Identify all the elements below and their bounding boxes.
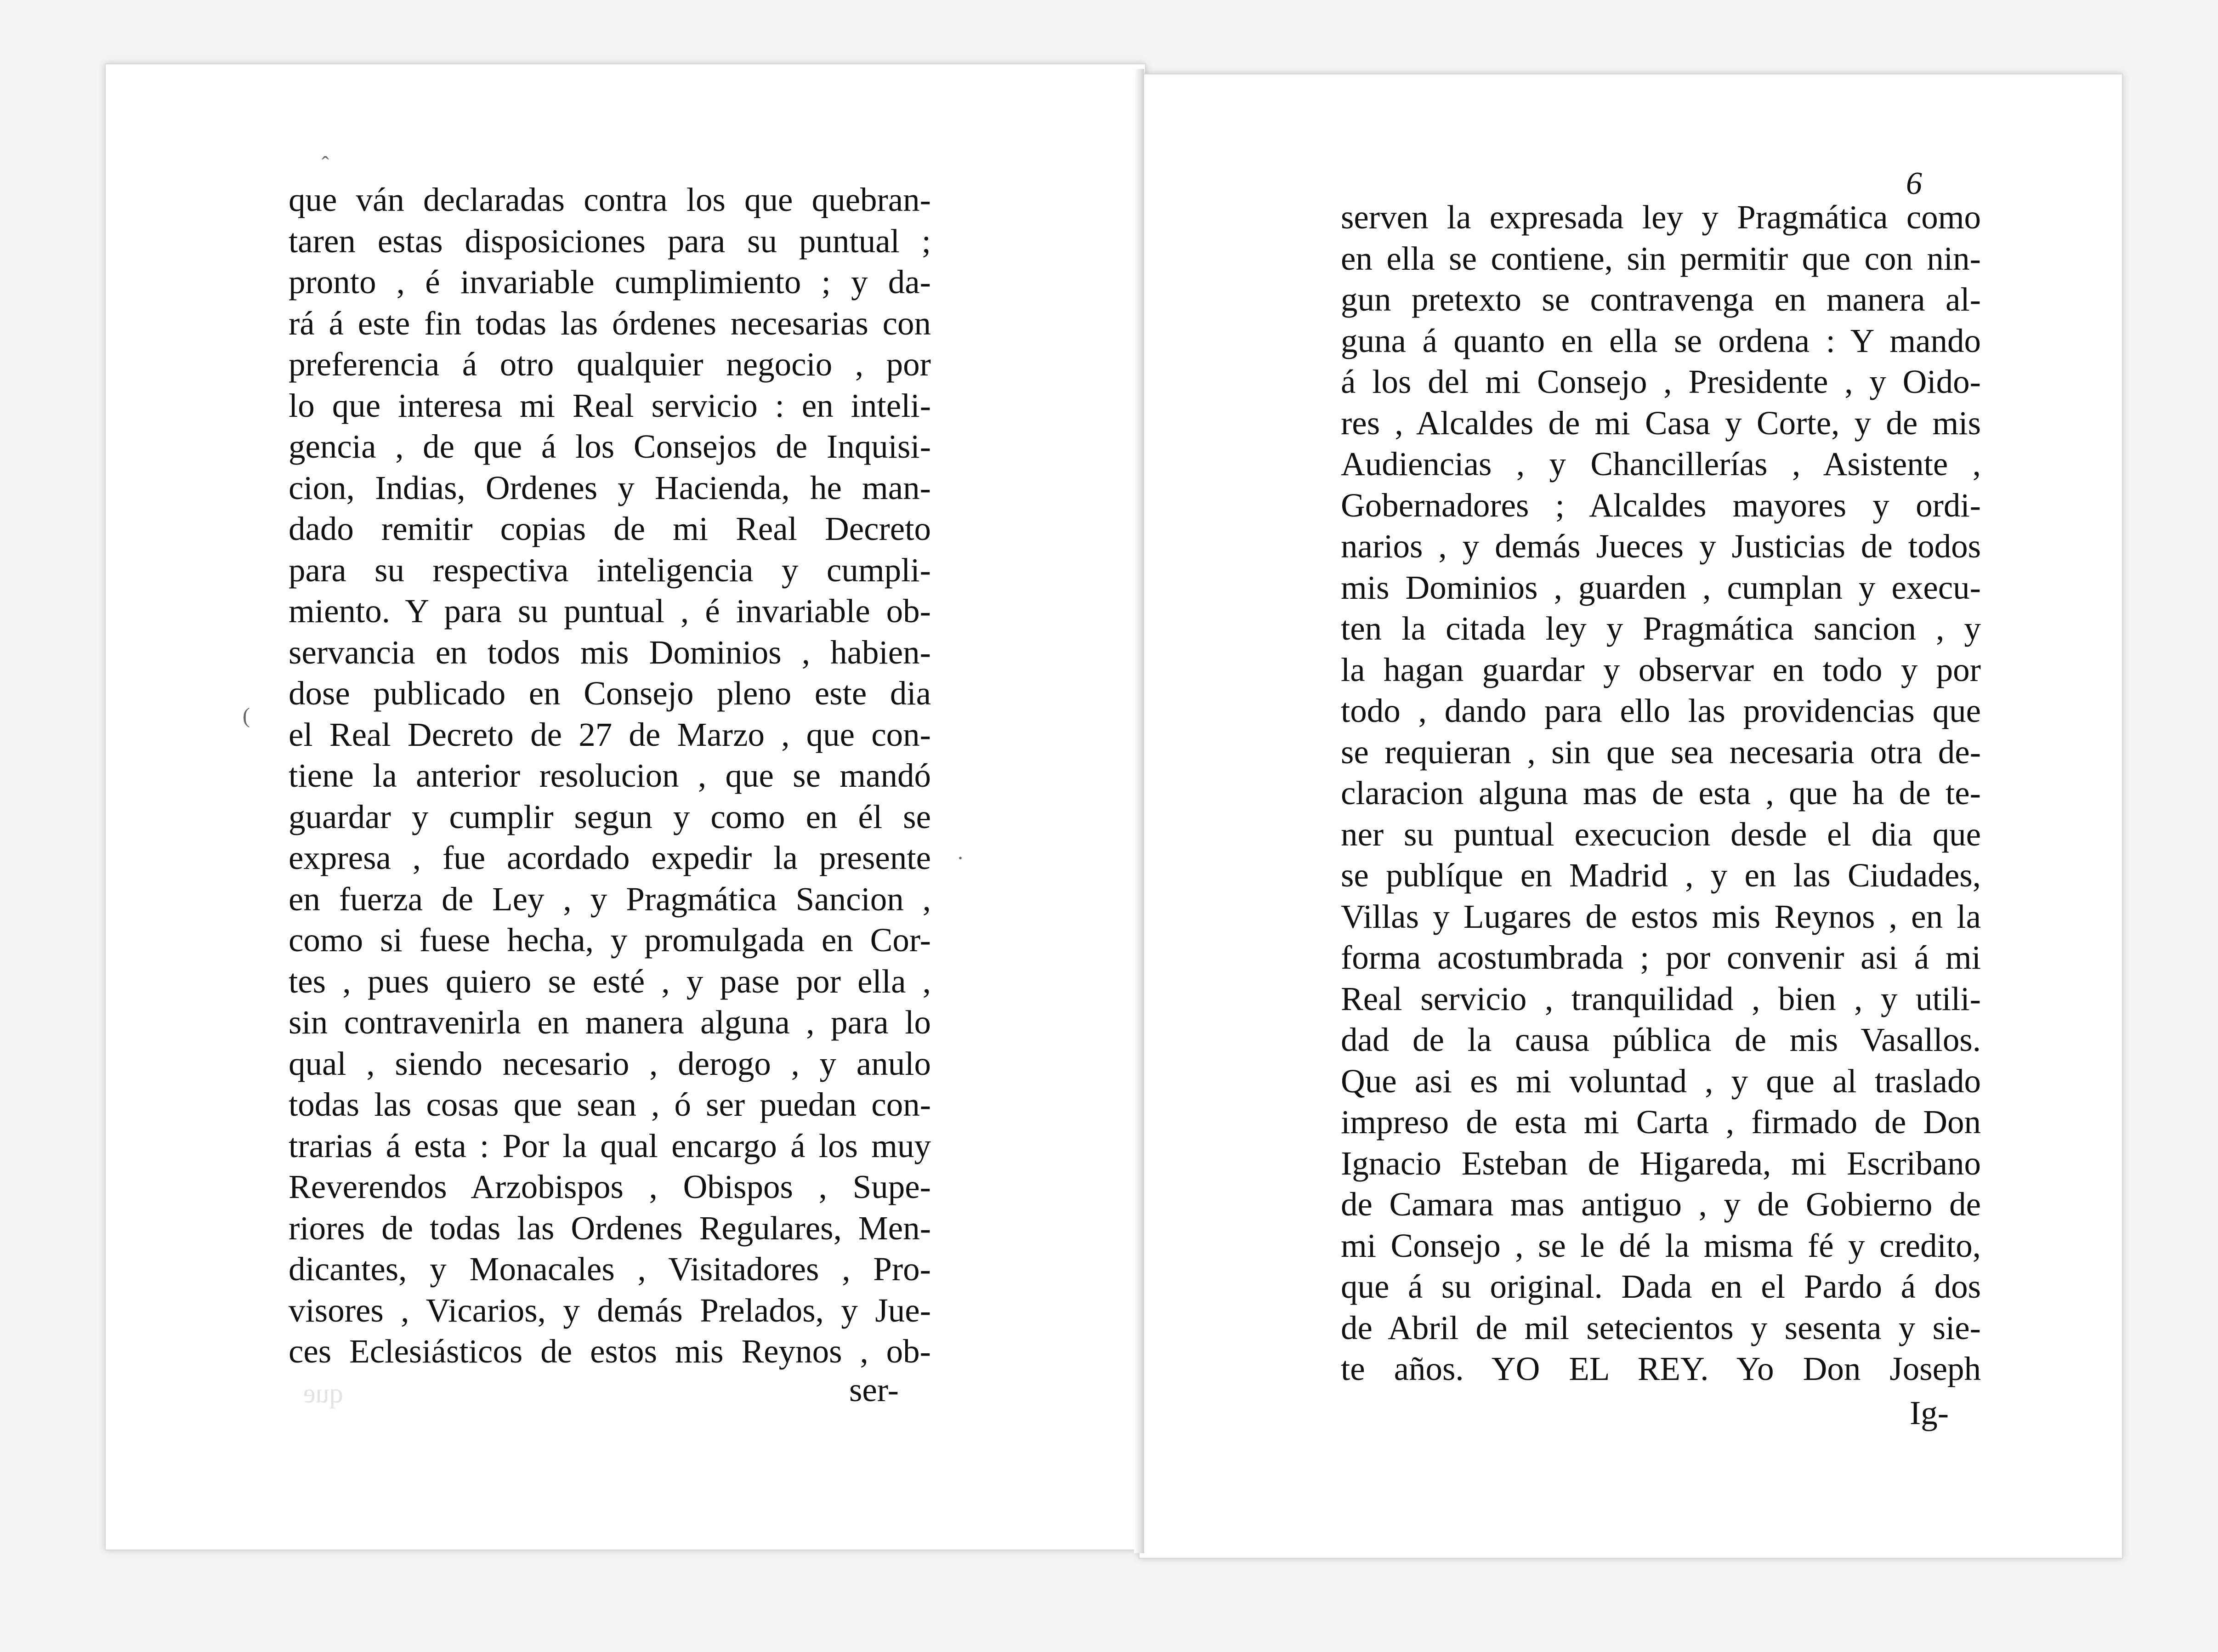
- text-line: dado remitir copias de mi Real Decreto: [289, 510, 931, 547]
- text-line: sin contravenirla en manera alguna , para lo: [289, 1004, 931, 1041]
- text-line: mis Dominios , guarden , cumplan y execu-: [1341, 568, 1981, 606]
- text-line: res , Alcaldes de mi Casa y Corte, y de mis: [1341, 404, 1981, 442]
- text-line: expresa , fue acordado expedir la presente: [289, 839, 931, 876]
- text-line: que ván declaradas contra los que quebran-: [289, 181, 931, 218]
- text-line: se requieran , sin que sea necesaria otra de-: [1341, 733, 1981, 771]
- text-line: riores de todas las Ordenes Regulares, Men-: [289, 1209, 931, 1247]
- text-line: que á su original. Dada en el Pardo á dos: [1341, 1268, 1981, 1305]
- text-line: Reverendos Arzobispos , Obispos , Supe-: [289, 1168, 931, 1205]
- left-page-text: [289, 179, 931, 1372]
- text-line: en ella se contiene, sin permitir que con nin-: [1341, 239, 1981, 277]
- page-number: 6: [1906, 166, 1922, 201]
- text-line: dose publicado en Consejo pleno este dia: [289, 675, 931, 712]
- bleed-through-text: que: [303, 1378, 343, 1408]
- text-line: lo que interesa mi Real servicio : en inteli-: [289, 386, 931, 424]
- text-line: cion, Indias, Ordenes y Hacienda, he man-: [289, 469, 931, 506]
- text-line: ces Eclesiásticos de estos mis Reynos , ob-: [289, 1333, 931, 1370]
- book-gutter: [1134, 69, 1144, 1553]
- text-line: á los del mi Consejo , Presidente , y Oido-: [1341, 363, 1981, 400]
- text-line: qual , siendo necesario , derogo , y anulo: [289, 1045, 931, 1082]
- text-line: el Real Decreto de 27 de Marzo , que con-: [289, 715, 931, 753]
- text-line: en fuerza de Ley , y Pragmática Sancion ,: [289, 880, 931, 918]
- text-line: rá á este fin todas las órdenes necesarias con: [289, 304, 931, 342]
- text-line: gencia , de que á los Consejos de Inquisi-: [289, 428, 931, 465]
- text-line: claracion alguna mas de esta , que ha de te-: [1341, 774, 1981, 812]
- text-line: trarias á esta : Por la qual encargo á los muy: [289, 1127, 931, 1164]
- text-line: de Abril de mil setecientos y sesenta y sie-: [1341, 1309, 1981, 1346]
- text-line: tiene la anterior resolucion , que se mandó: [289, 757, 931, 794]
- text-line: servancia en todos mis Dominios , habien-: [289, 633, 931, 671]
- text-line: la hagan guardar y observar en todo y por: [1341, 651, 1981, 688]
- text-line: te años. YO EL REY. Yo Don Joseph: [1341, 1350, 1981, 1387]
- text-line: Real servicio , tranquilidad , bien , y utili-: [1341, 980, 1981, 1017]
- text-line: Ignacio Esteban de Higareda, mi Escribano: [1341, 1144, 1981, 1182]
- stray-dot: ·: [957, 846, 964, 870]
- text-line: todo , dando para ello las providencias que: [1341, 692, 1981, 729]
- text-line: forma acostumbrada ; por convenir asi á mi: [1341, 939, 1981, 976]
- text-line: impreso de esta mi Carta , firmado de Don: [1341, 1103, 1981, 1141]
- text-line: guardar y cumplir segun y como en él se: [289, 798, 931, 835]
- right-catchword: Ig-: [1910, 1394, 1949, 1431]
- ink-mark: ˆ: [322, 152, 329, 176]
- right-page-text: [1341, 197, 1981, 1390]
- text-line: serven la expresada ley y Pragmática como: [1341, 199, 1981, 236]
- text-line: de Camara mas antiguo , y de Gobierno de: [1341, 1186, 1981, 1223]
- text-line: se publíque en Madrid , y en las Ciudades,: [1341, 857, 1981, 894]
- text-line: gun pretexto se contravenga en manera al-: [1341, 281, 1981, 318]
- text-line: todas las cosas que sean , ó ser puedan con-: [289, 1086, 931, 1123]
- text-line: ner su puntual execucion desde el dia que: [1341, 815, 1981, 853]
- text-line: como si fuese hecha, y promulgada en Cor-: [289, 921, 931, 959]
- text-line: mi Consejo , se le dé la misma fé y credito,: [1341, 1226, 1981, 1264]
- text-line: visores , Vicarios, y demás Prelados, y Jue-: [289, 1291, 931, 1329]
- text-line: Audiencias , y Chancillerías , Asistente ,: [1341, 445, 1981, 483]
- text-line: miento. Y para su puntual , é invariable ob-: [289, 592, 931, 630]
- text-line: dad de la causa pública de mis Vasallos.: [1341, 1021, 1981, 1058]
- text-line: dicantes, y Monacales , Visitadores , Pro-: [289, 1250, 931, 1288]
- text-line: Que asi es mi voluntad , y que al traslado: [1341, 1062, 1981, 1100]
- text-line: guna á quanto en ella se ordena : Y mando: [1341, 322, 1981, 359]
- text-line: taren estas disposiciones para su puntual ;: [289, 222, 931, 260]
- text-line: Villas y Lugares de estos mis Reynos , en la: [1341, 897, 1981, 935]
- text-line: tes , pues quiero se esté , y pase por ella ,: [289, 962, 931, 1000]
- text-line: narios , y demás Jueces y Justicias de todos: [1341, 528, 1981, 565]
- text-line: Gobernadores ; Alcaldes mayores y ordi-: [1341, 486, 1981, 524]
- left-catchword: ser-: [849, 1371, 899, 1408]
- text-line: ten la citada ley y Pragmática sancion , y: [1341, 610, 1981, 647]
- text-line: preferencia á otro qualquier negocio , por: [289, 346, 931, 383]
- text-line: para su respectiva inteligencia y cumpli-: [289, 551, 931, 589]
- page-edge-mark: (: [243, 704, 250, 728]
- text-line: pronto , é invariable cumplimiento ; y da-: [289, 263, 931, 301]
